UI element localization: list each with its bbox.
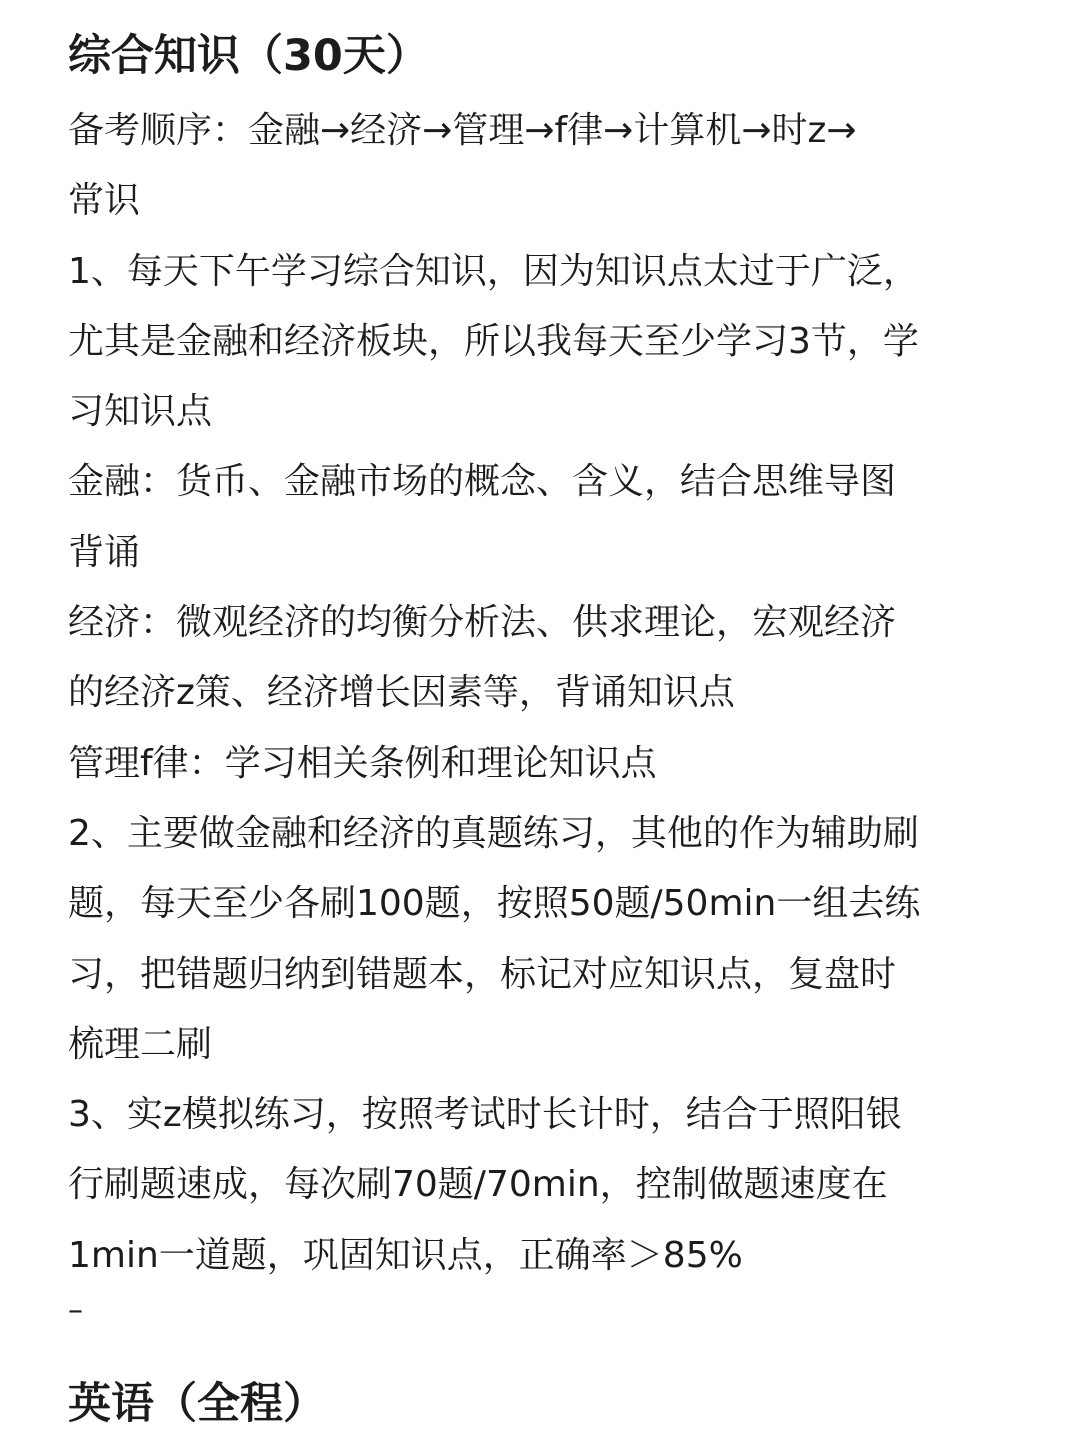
separator-dash: – xyxy=(68,1293,83,1329)
text-line: 常识 xyxy=(68,180,141,222)
text-line: 背诵 xyxy=(68,531,141,573)
text-line: 备考顺序：金融→经济→管理→f律→计算机→时z→ xyxy=(68,110,857,151)
text-line: 1min一道题，巩固知识点，正确率＞85% xyxy=(68,1234,743,1276)
text-line: 尤其是金融和经济板块，所以我每天至少学习3节，学 xyxy=(68,320,919,362)
text-line: 3、实z模拟练习，按照考试时长计时，结合于照阳银 xyxy=(68,1094,902,1136)
text-line: 经济：微观经济的均衡分析法、供求理论，宏观经济 xyxy=(68,602,897,644)
text-line: 管理f律：学习相关条例和理论知识点 xyxy=(68,742,657,784)
section-title-english: 英语（全程） xyxy=(68,1379,326,1429)
text-line: 梳理二刷 xyxy=(68,1023,213,1065)
text-line: 2、主要做金融和经济的真题练习，其他的作为辅助刷 xyxy=(68,812,919,854)
text-line: 行刷题速成，每次刷70题/70min，控制做题速度在 xyxy=(68,1164,888,1206)
section-title-comprehensive-knowledge: 综合知识（30天） xyxy=(68,31,429,81)
text-line: 1、每天下午学习综合知识，因为知识点太过于广泛， xyxy=(68,250,919,292)
text-line: 习知识点 xyxy=(68,391,213,433)
text-line: 习，把错题归纳到错题本，标记对应知识点，复盘时 xyxy=(68,953,897,995)
text-line: 题，每天至少各刷100题，按照50题/50min一组去练 xyxy=(68,883,921,925)
text-line: 的经济z策、经济增长因素等，背诵知识点 xyxy=(68,672,735,714)
section-body xyxy=(68,96,1008,1331)
text-line: 金融：货币、金融市场的概念、含义，结合思维导图 xyxy=(68,461,897,503)
